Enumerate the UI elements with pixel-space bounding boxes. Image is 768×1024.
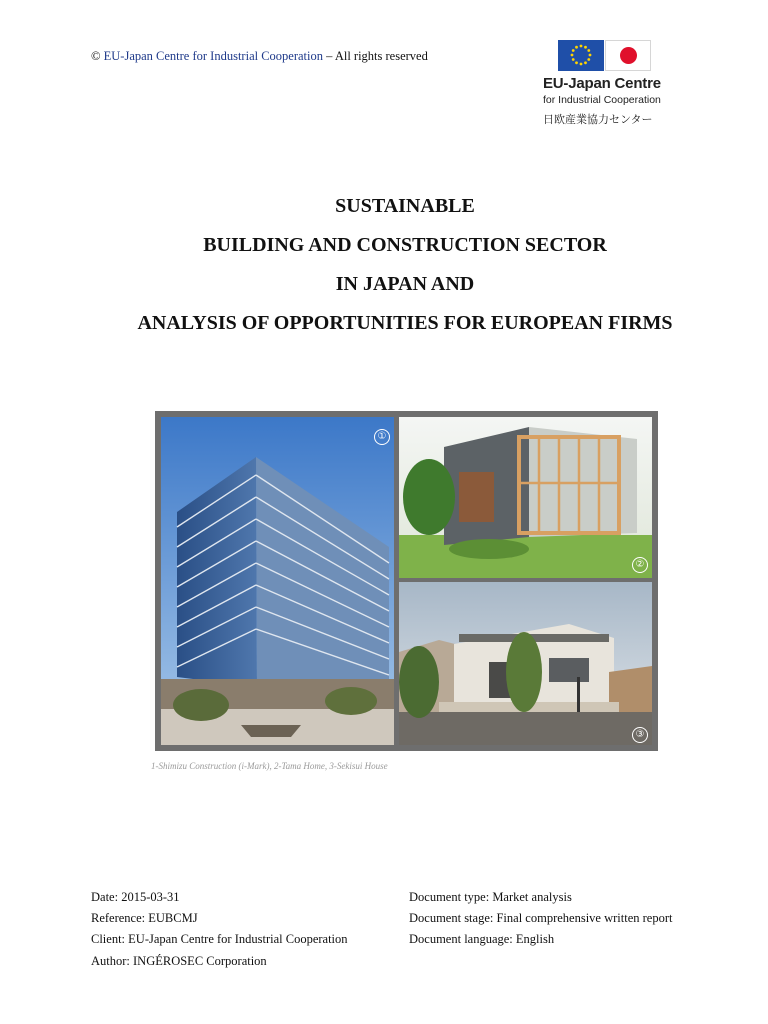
eu-japan-centre-logo (541, 38, 671, 130)
meta-client: Client: EU-Japan Centre for Industrial Cooperation (91, 932, 348, 946)
rising-sun-disc (620, 47, 637, 64)
photo-caption: 1-Shimizu Construction (i-Mark), 2-Tama Home, 3-Sekisui House (151, 761, 388, 771)
copyright-rights: – All rights reserved (326, 49, 428, 63)
photo-office-tower (161, 417, 394, 745)
title-line-1: SUSTAINABLE (335, 195, 475, 217)
logo-japanese-name: 日欧産業協力センター (543, 113, 653, 126)
eu-flag-icon (558, 40, 604, 71)
meta-document-stage: Document stage: Final comprehensive written report (409, 911, 673, 925)
photo-marker-1: ① (374, 429, 390, 445)
meta-author: Author: INGÉROSEC Corporation (91, 954, 267, 968)
photo-modern-house (399, 582, 652, 745)
title-line-3: IN JAPAN AND (335, 273, 475, 295)
meta-document-language: Document language: English (409, 932, 555, 946)
photo-marker-3: ③ (632, 727, 648, 743)
japan-flag-icon (605, 40, 651, 71)
title-line-4: ANALYSIS OF OPPORTUNITIES FOR EUROPEAN FIRMS (137, 312, 673, 334)
meta-reference: Reference: EUBCMJ (91, 911, 198, 925)
photo-timber-frame-house (399, 417, 652, 578)
copyright-symbol: © (91, 49, 101, 63)
title-line-2: BUILDING AND CONSTRUCTION SECTOR (203, 234, 607, 256)
copyright-org-link[interactable]: EU-Japan Centre for Industrial Cooperation (103, 49, 324, 63)
logo-name: EU-Japan Centre (543, 75, 661, 92)
photo-collage (155, 411, 658, 751)
copyright-notice (91, 49, 428, 64)
meta-date: Date: 2015-03-31 (91, 890, 180, 904)
photo-marker-2: ② (632, 557, 648, 573)
logo-subtitle: for Industrial Cooperation (543, 94, 661, 106)
meta-document-type: Document type: Market analysis (409, 890, 572, 904)
